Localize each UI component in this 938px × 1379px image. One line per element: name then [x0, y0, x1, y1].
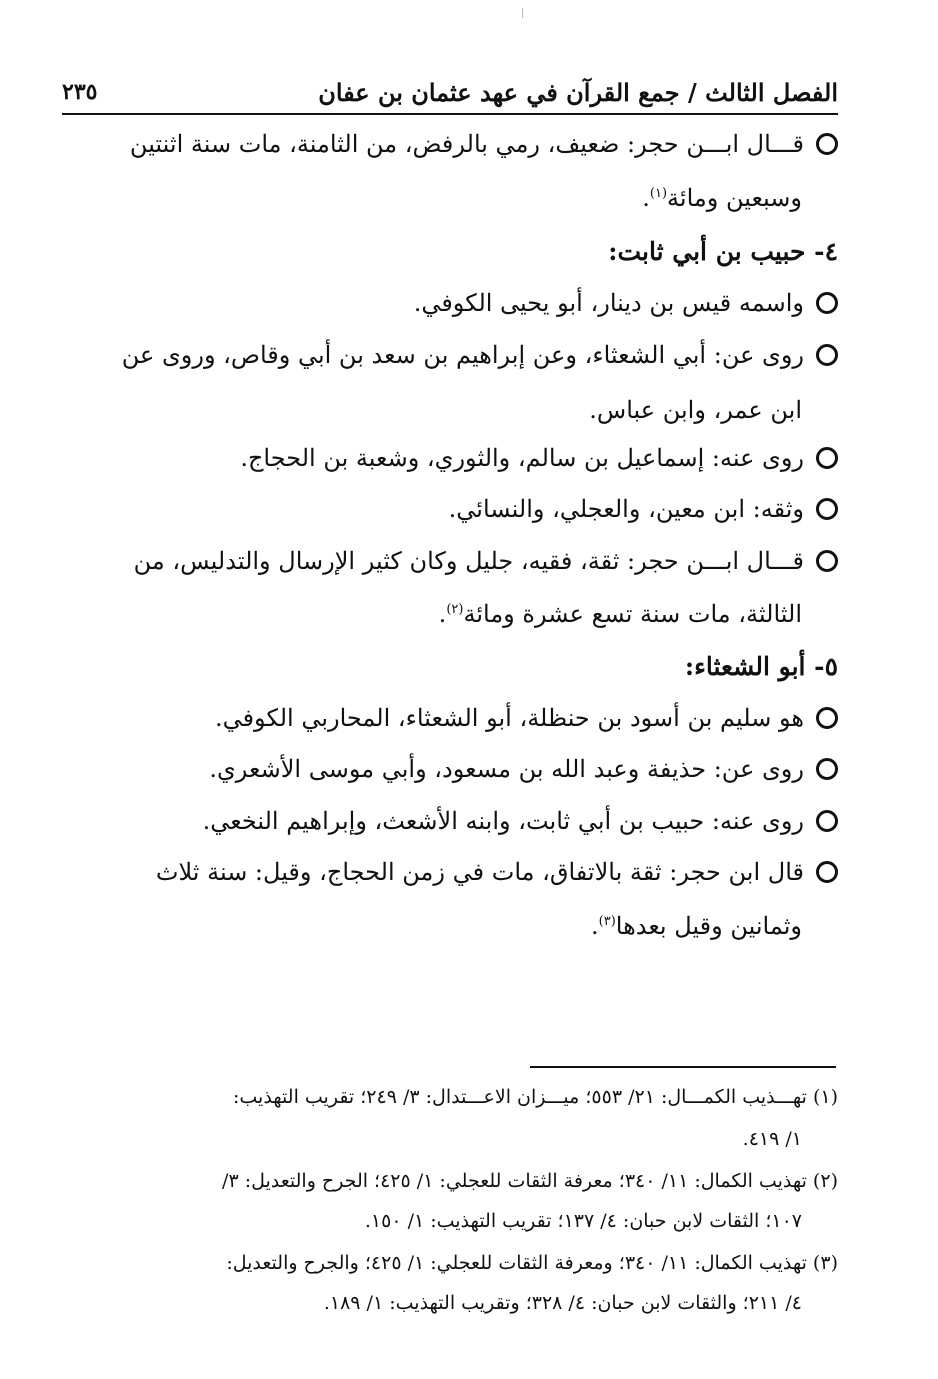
bullet-circle-icon: [816, 292, 838, 314]
paragraph-text: قـــال ابـــن حجر: ثقة، فقيه، جليل وكان كثير الإرسال والتدليس، من: [133, 547, 804, 575]
bullet-circle-icon: [816, 447, 838, 469]
footnote-ref: (٢): [446, 602, 464, 617]
paragraph-continuation: [62, 596, 838, 632]
paragraph-text: قـــال ابـــن حجر: ضعيف، رمي بالرفض، من الثامنة، مات سنة اثنتين: [129, 130, 804, 158]
bullet-narrated-from-2: [62, 751, 838, 787]
bullet-narrated-by: [62, 440, 838, 476]
paragraph-text: وسبعين ومائة: [667, 184, 802, 212]
footnote-1-continuation: ١/ ٤١٩.: [742, 1128, 802, 1150]
paragraph-text: روى عن: حذيفة وعبد الله بن مسعود، وأبي موسى الأشعري.: [209, 755, 804, 783]
page-number: ٢٣٥: [62, 79, 98, 105]
bullet-ibn-hajar-3: [62, 854, 838, 890]
footnote-2: (٢) تهذيب الكمال: ١١/ ٣٤٠؛ معرفة الثقات للعجلي: ١/ ٤٢٥؛ الجرح والتعديل: ٣/: [222, 1170, 838, 1192]
punctuation: .: [438, 600, 447, 628]
bullet-identity: [62, 700, 838, 736]
paragraph-text: واسمه قيس بن دينار، أبو يحيى الكوفي.: [413, 289, 804, 317]
bullet-ibn-hajar-2: [62, 543, 838, 579]
footnote-divider: [530, 1066, 836, 1068]
paragraph-text: هو سليم بن أسود بن حنظلة، أبو الشعثاء، المحاربي الكوفي.: [214, 704, 804, 732]
bullet-circle-icon: [816, 550, 838, 572]
bullet-circle-icon: [816, 344, 838, 366]
running-header: [62, 72, 838, 112]
paragraph-text: روى عن: أبي الشعثاء، وعن إبراهيم بن سعد بن أبي وقاص، وروى عن: [121, 341, 804, 369]
paragraph-text: قال ابن حجر: ثقة بالاتفاق، مات في زمن الحجاج، وقيل: سنة ثلاث: [155, 858, 804, 886]
bullet-circle-icon: [816, 707, 838, 729]
paragraph-text: وثقه: ابن معين، والعجلي، والنسائي.: [448, 495, 804, 523]
bullet-circle-icon: [816, 810, 838, 832]
paragraph-continuation: ابن عمر، وابن عباس.: [589, 396, 802, 424]
bullet-circle-icon: [816, 861, 838, 883]
bullet-name: [62, 285, 838, 321]
paragraph-text: روى عنه: حبيب بن أبي ثابت، وابنه الأشعث، وإبراهيم النخعي.: [202, 807, 804, 835]
chapter-title: الفصل الثالث / جمع القرآن في عهد عثمان بن عفان: [318, 77, 838, 107]
section-heading-habib: ٤- حبيب بن أبي ثابت:: [608, 237, 838, 266]
footnote-ref: (٣): [598, 914, 616, 929]
punctuation: .: [591, 912, 599, 940]
bullet-narrated-from: [62, 337, 838, 373]
footnote-2-continuation: ١٠٧؛ الثقات لابن حبان: ٤/ ١٣٧؛ تقريب التهذيب: ١/ ١٥٠.: [364, 1210, 802, 1232]
footnote-3-continuation: ٤/ ٢١١؛ والثقات لابن حبان: ٤/ ٣٢٨؛ وتقريب التهذيب: ١/ ١٨٩.: [323, 1292, 802, 1314]
bullet-trusted-by: [62, 491, 838, 527]
scan-mark: [522, 8, 523, 18]
paragraph-text: وثمانين وقيل بعدها: [615, 912, 802, 940]
bullet-narrated-by-2: [62, 803, 838, 839]
bullet-ibn-hajar-1: [62, 126, 838, 162]
footnote-ref: (١): [649, 186, 668, 201]
bullet-circle-icon: [816, 498, 838, 520]
paragraph-text: روى عنه: إسماعيل بن سالم، والثوري، وشعبة بن الحجاج.: [240, 444, 804, 472]
paragraph-continuation: [62, 908, 838, 944]
bullet-circle-icon: [816, 133, 838, 155]
bullet-circle-icon: [816, 758, 838, 780]
footnote-1: (١) تهـــذيب الكمـــال: ٢١/ ٥٥٣؛ ميـــزان الاعـــتدال: ٣/ ٢٤٩؛ تقريب التهذيب:: [232, 1086, 838, 1108]
section-heading-abu-shaatha: ٥- أبو الشعثاء:: [684, 652, 838, 681]
punctuation: .: [642, 184, 650, 212]
header-divider: [62, 113, 838, 115]
paragraph-text: الثالثة، مات سنة تسع عشرة ومائة: [463, 600, 802, 628]
paragraph-continuation: [62, 180, 838, 216]
footnote-3: (٣) تهذيب الكمال: ١١/ ٣٤٠؛ ومعرفة الثقات للعجلي: ١/ ٤٢٥؛ والجرح والتعديل:: [226, 1252, 838, 1274]
